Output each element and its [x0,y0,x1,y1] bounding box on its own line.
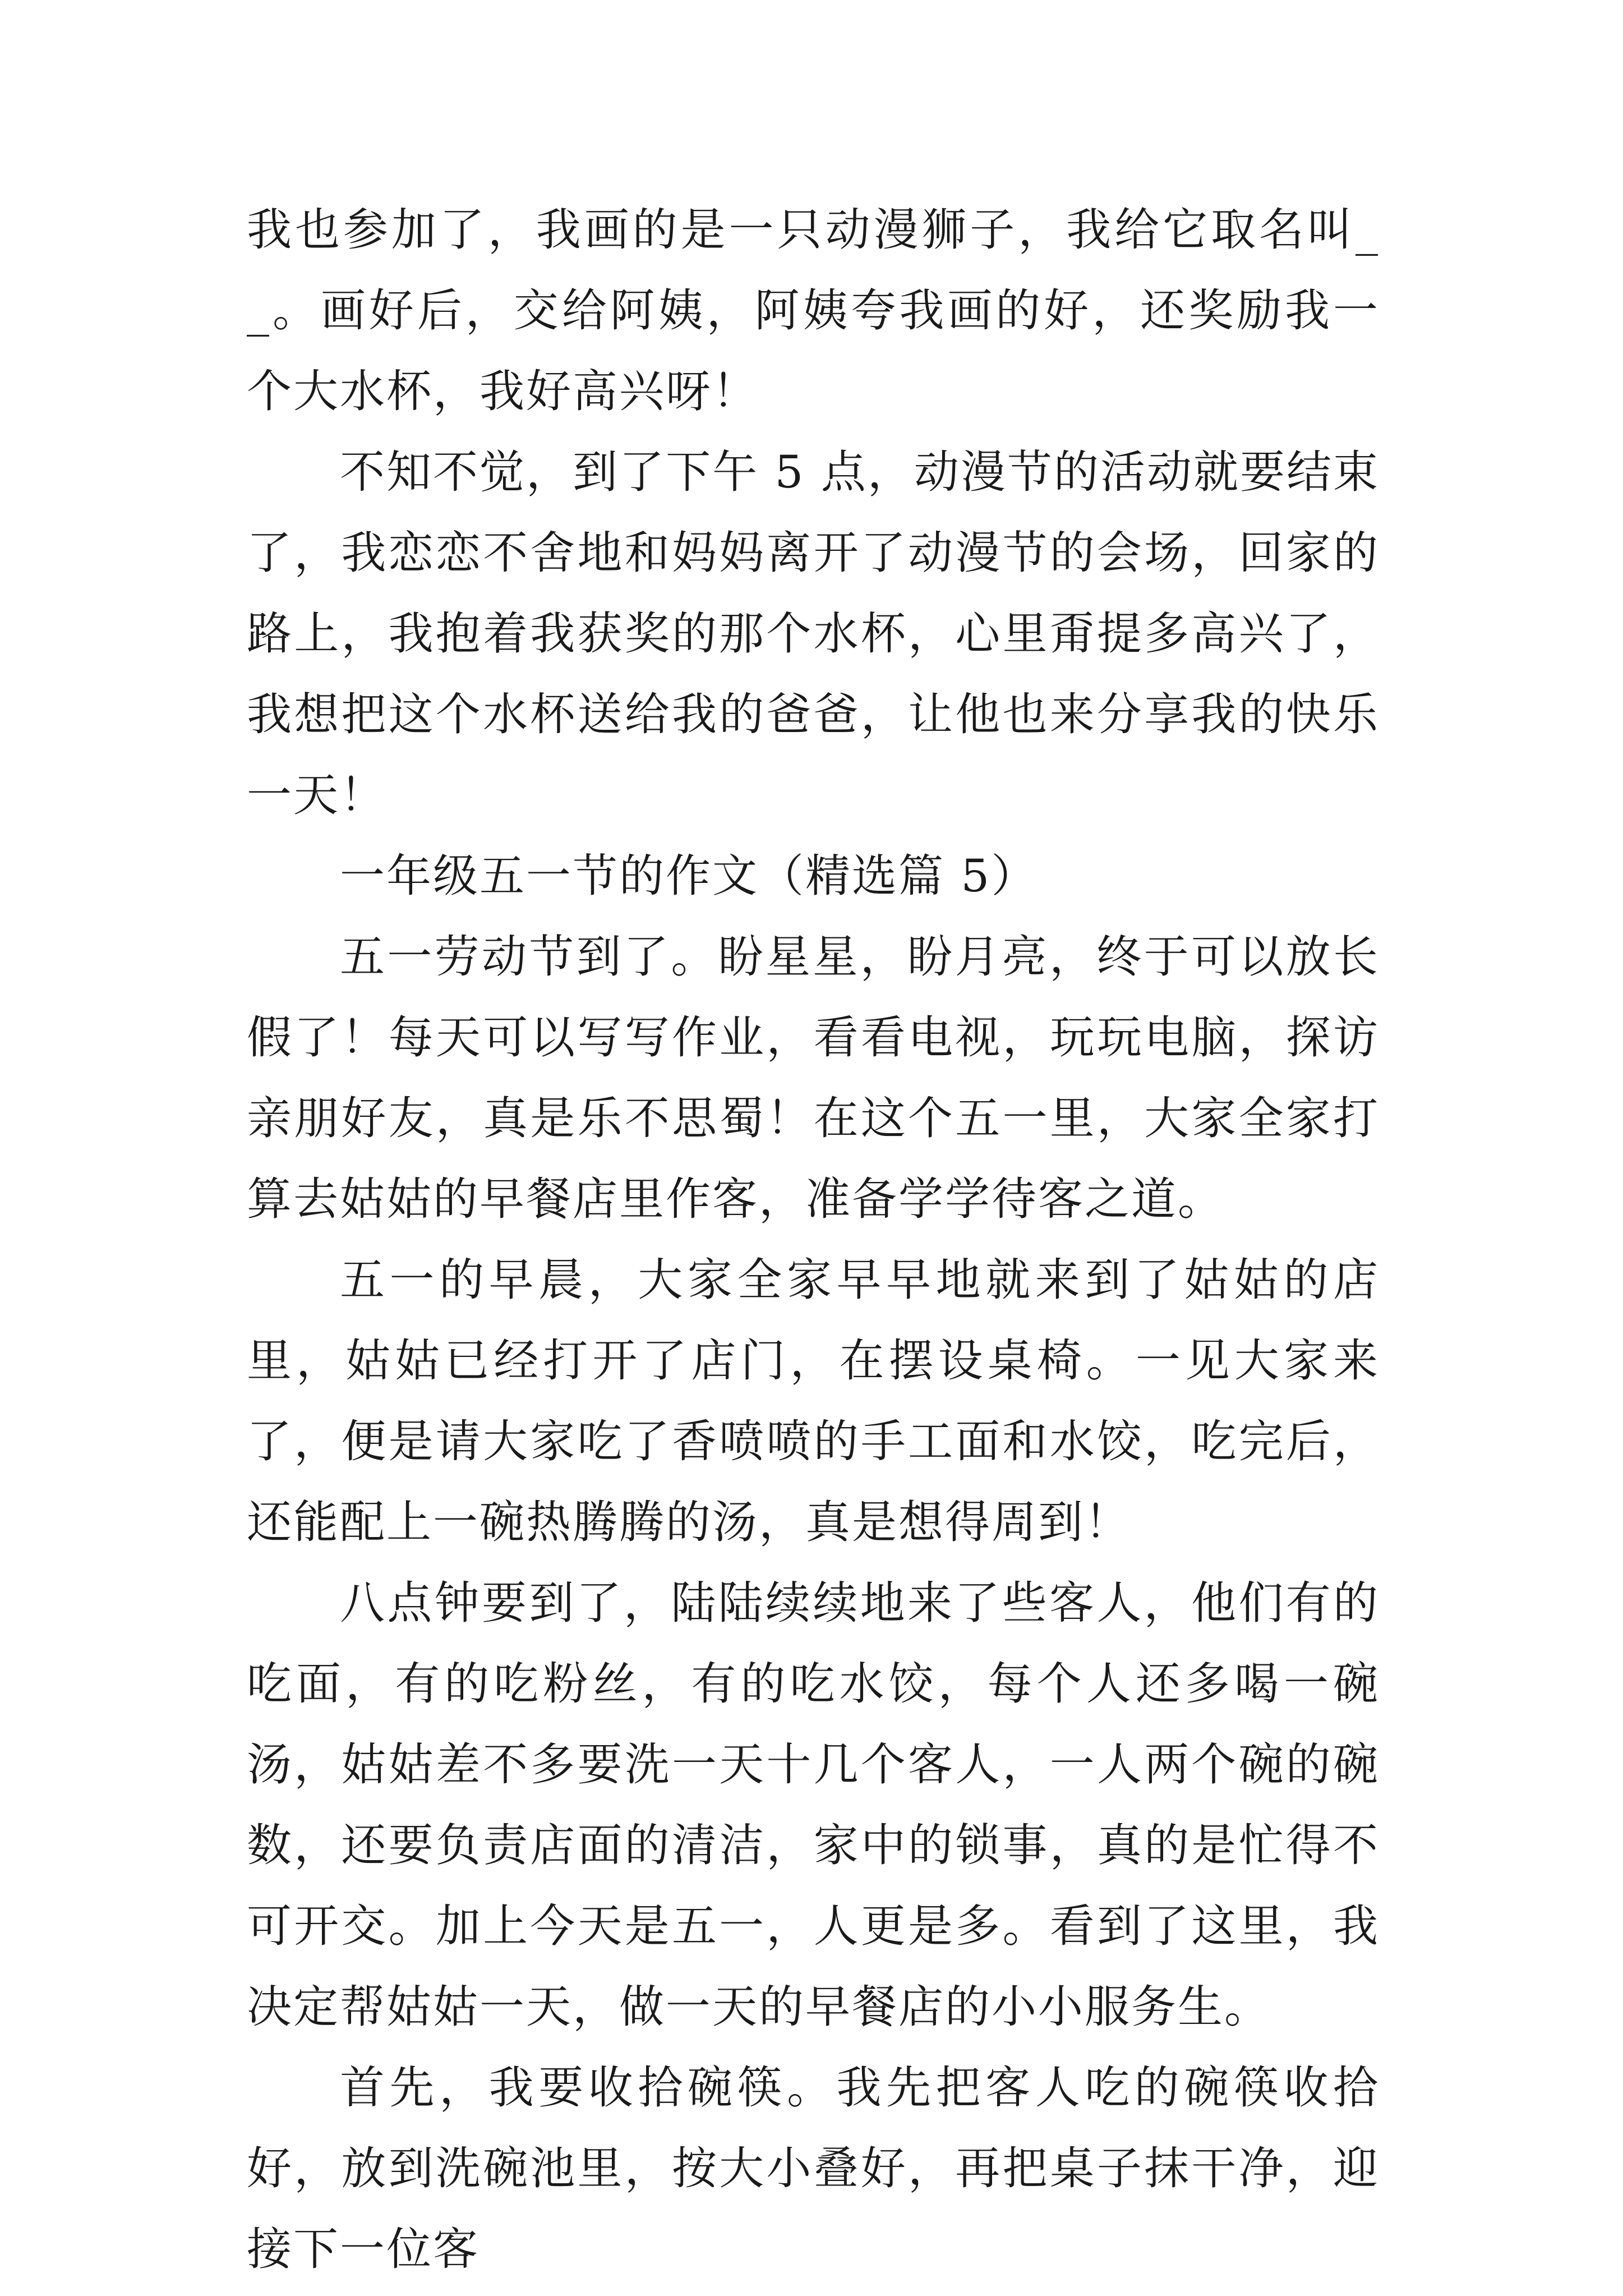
paragraph-customers: 八点钟要到了，陆陆续续地来了些客人，他们有的吃面，有的吃粉丝，有的吃水饺，每个人还多喝一碗汤，姑姑差不多要洗一天十几个客人，一人两个碗的碗数，还要负责店面的清洁，家中的锁事，真的是忙得不可开交。加上今天是五一，人更是多。看到了这里，我决定帮姑姑一天，做一天的早餐店的小小服务生。 [247,1577,1380,2033]
essay-body [247,190,1380,2290]
essay-heading: 一年级五一节的作文（精选篇 5） [340,850,1038,902]
paragraph-morning-visit: 五一的早晨，大家全家早早地就来到了姑姑的店里，姑姑已经打开了店门，在摆设桌椅。一见大家来了，便是请大家吃了香喷喷的手工面和水饺，吃完后，还能配上一碗热腾腾的汤，真是想得周到！ [247,1254,1380,1548]
paragraph-holiday-intro: 五一劳动节到了。盼星星，盼月亮，终于可以放长假了！每天可以写写作业，看看电视，玩玩电脑，探访亲朋好友，真是乐不思蜀！在这个五一里，大家全家打算去姑姑的早餐店里作客，准备学学待客之道。 [247,931,1380,1225]
paragraph-clearing-dishes: 首先，我要收拾碗筷。我先把客人吃的碗筷收拾好，放到洗碗池里，按大小叠好，再把桌子抹干净，迎接下一位客 [247,2062,1380,2275]
paragraph-continuation: 我也参加了，我画的是一只动漫狮子，我给它取名叫__。画好后，交给阿姨，阿姨夸我画的好，还奖励我一个大水杯，我好高兴呀！ [247,204,1380,417]
paragraph-festival-end: 不知不觉，到了下午 5 点，动漫节的活动就要结束了，我恋恋不舍地和妈妈离开了动漫节的会场，回家的路上，我抱着我获奖的那个水杯，心里甭提多高兴了，我想把这个水杯送给我的爸爸，让他也来分享我的快乐一天！ [247,446,1380,821]
